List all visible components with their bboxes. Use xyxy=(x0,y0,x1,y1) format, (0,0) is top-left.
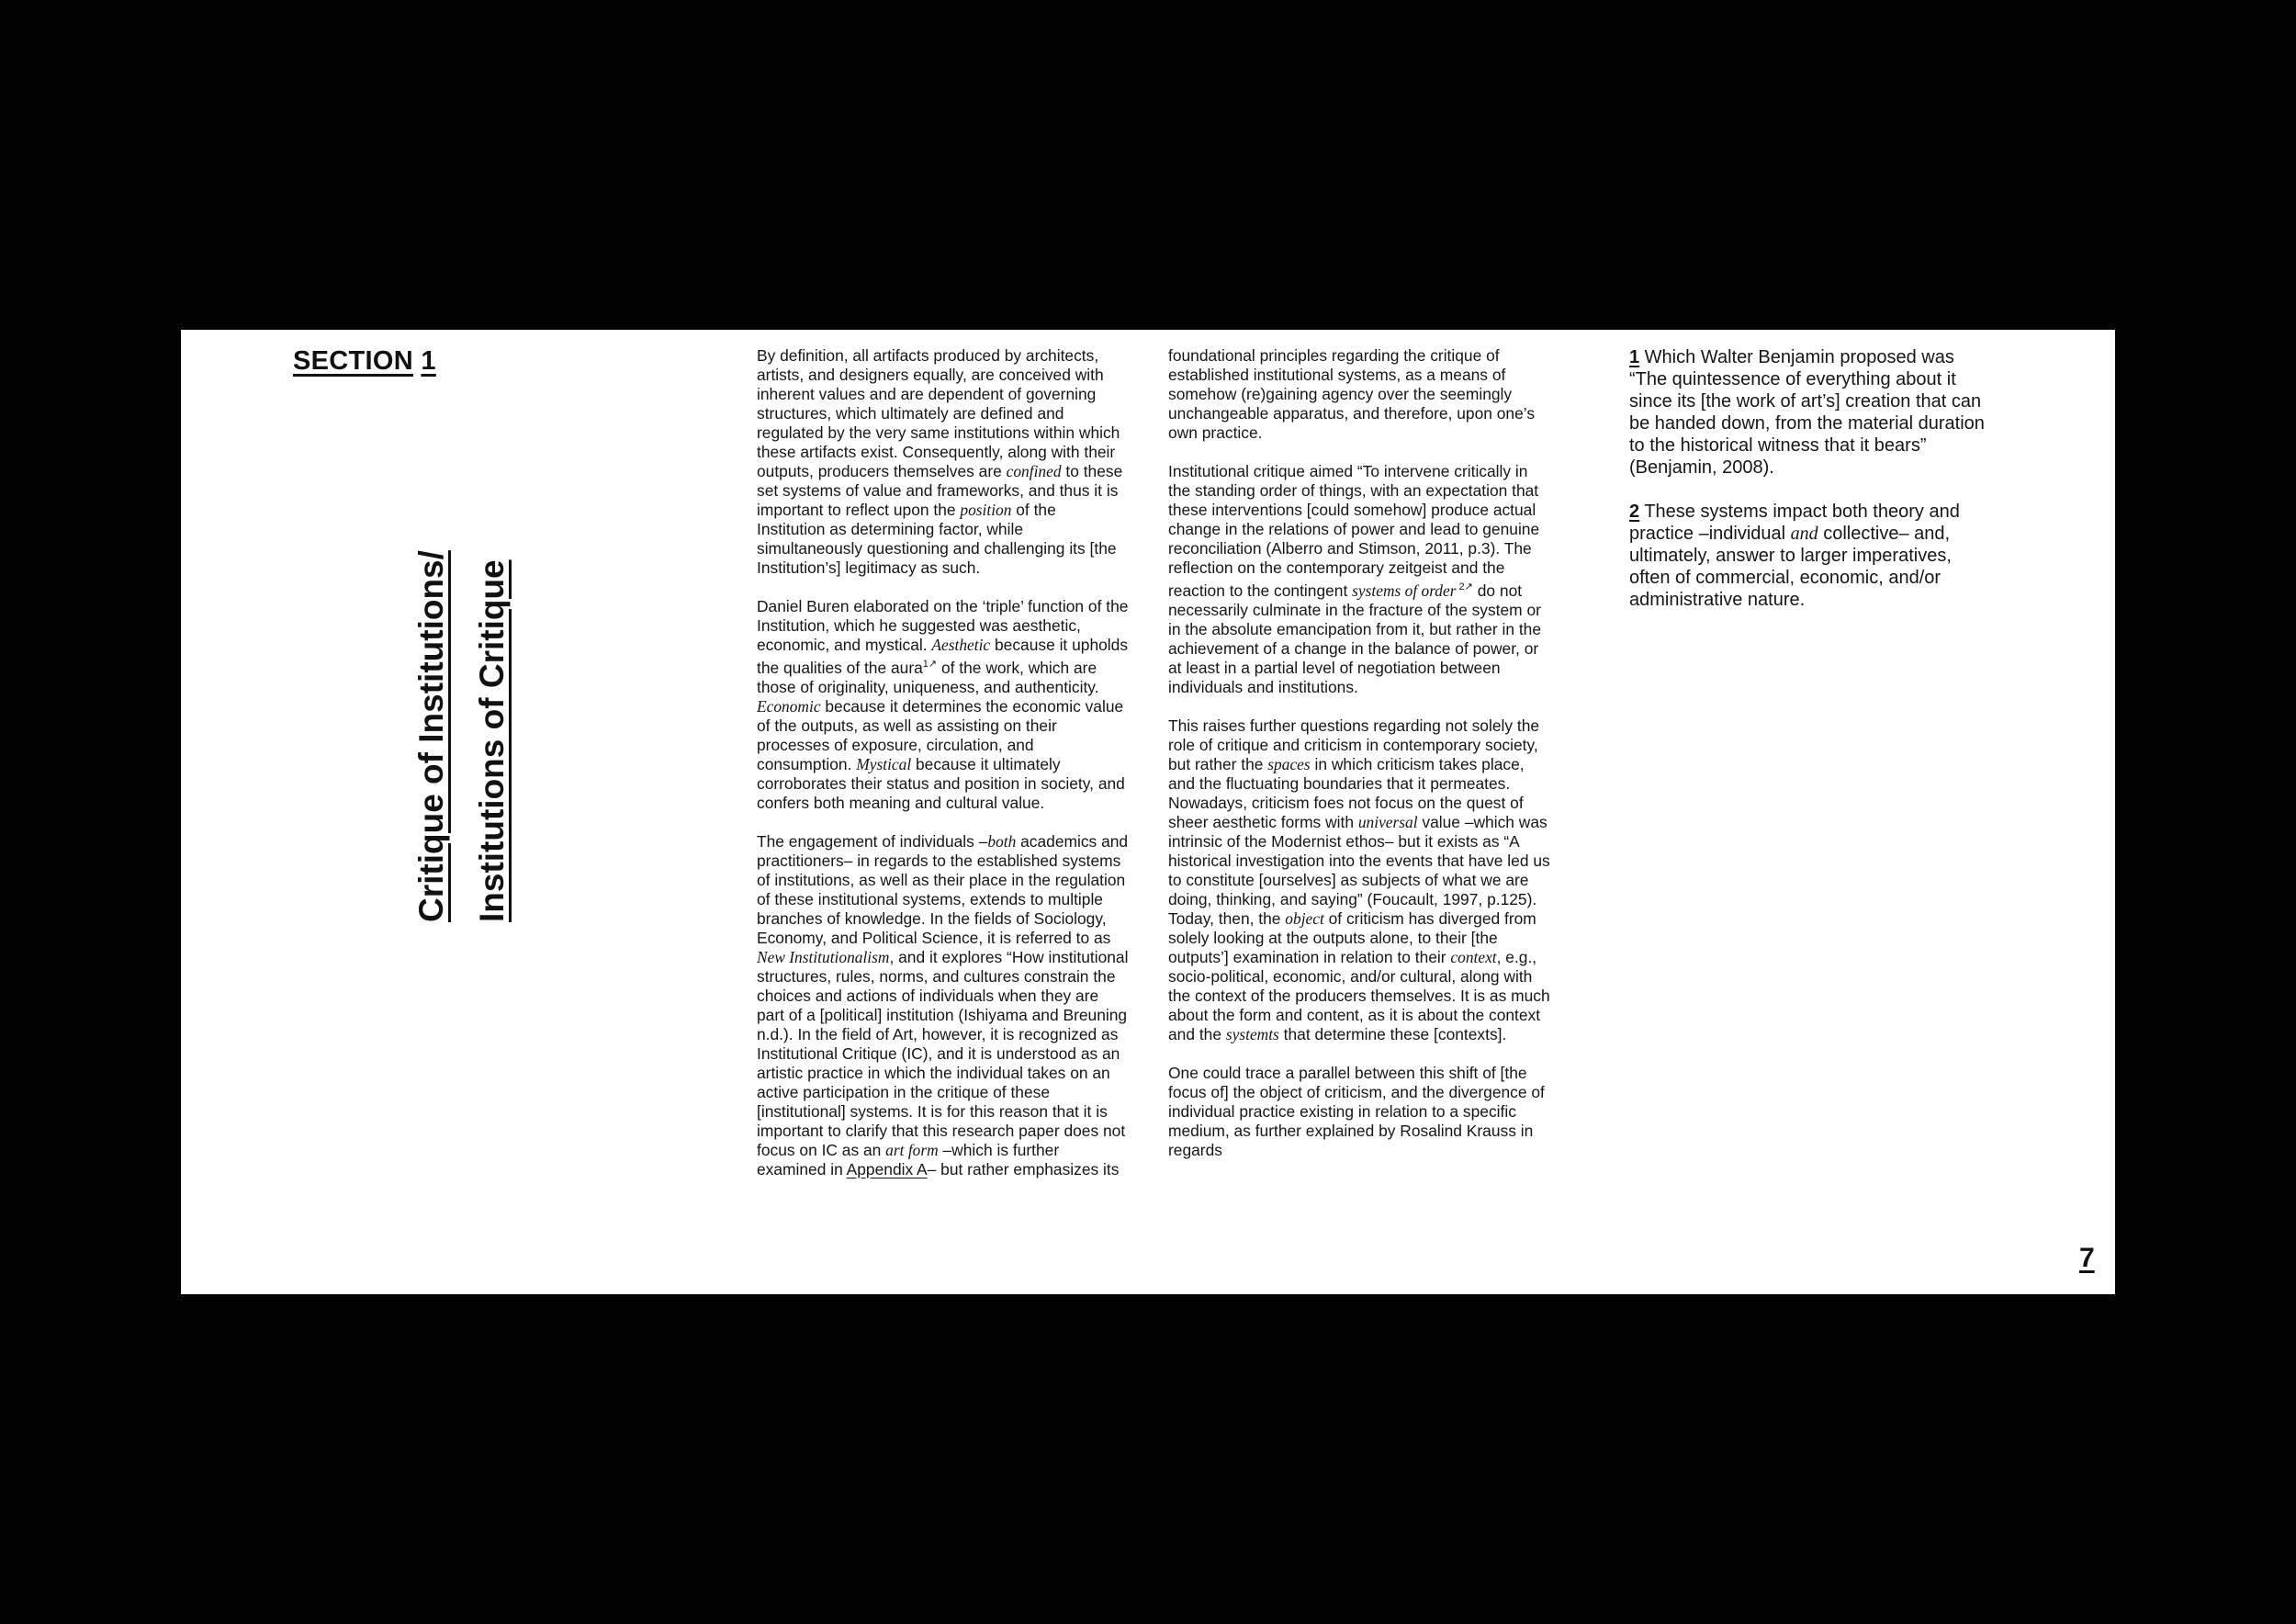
section-word: SECTION xyxy=(293,346,413,376)
section-label xyxy=(293,346,436,377)
footnote-1: 1 Which Walter Benjamin proposed was “The quintessence of everything about it since its [the work of art’s] creation that can be handed down, from the material duration to the historical witness that it bears” (Benjamin, 2008). xyxy=(1629,347,1985,478)
page-number: 7 xyxy=(2079,1243,2095,1273)
footnote-2: 2 These systems impact both theory and practice –individual and collective– and, ultimately, answer to larger imperatives, often of commercial, economic, and/or administrative nature. xyxy=(1629,502,1960,610)
paragraph: foundational principles regarding the critique of established institutional systems, as a means of somehow (re)gaining agency over the seemingly unchangeable apparatus, and therefore, upon one’s own practice. xyxy=(1168,346,1536,442)
footnotes xyxy=(1629,346,1997,633)
paragraph: One could trace a parallel between this shift of [the focus of] the object of criticism, and the divergence of individual practice existing in relation to a specific medium, as further explained by Rosalind Krauss in regards xyxy=(1168,1063,1545,1159)
paragraph: Daniel Buren elaborated on the ‘triple’ function of the Institution, which he suggested was aesthetic, economic, and mystical. Aesthetic because it upholds the qualities of the aura$^{1↗}$ of the work, which are those of originality, uniqueness, and authenticity. Economic because it determines the economic value of the outputs, as well as assisting on their processes of exposure, circulation, and consumption. Mystical because it ultimately corroborates their status and position in society, and confers both meaning and cultural value. xyxy=(757,597,1129,812)
text-column-2 xyxy=(1168,346,1554,1179)
footnote-ref-2[interactable]: 2↗ xyxy=(1456,581,1473,592)
section-number: 1 xyxy=(421,346,436,376)
text-column-1 xyxy=(757,346,1129,1199)
document-page xyxy=(181,330,2115,1294)
paragraph: This raises further questions regarding not solely the role of critique and criticism in contemporary society, but rather the spaces in which criticism takes place, and the fluctuating boundaries that it permeates. Nowadays, criticism foes not focus on the quest of sheer aesthetic forms with universal value –which was intrinsic of the Modernist ethos– but it exists as “A historical investigation into the events that have led us to constitute [ourselves] as subjects of what we are doing, thinking, and saying” (Foucault, 1997, p.125). Today, then, the object of criticism has diverged from solely looking at the outputs alone, to their [the outputs’] examination in relation to their context, e.g., socio-political, economic, and/or cultural, along with the context of the producers themselves. It is as much about the form and content, as it is about the context and the systemts that determine these [contexts]. xyxy=(1168,716,1550,1043)
footnote-ref-1[interactable]: 1↗ xyxy=(922,659,938,670)
appendix-link[interactable]: Appendix A xyxy=(846,1159,928,1179)
paragraph: Institutional critique aimed “To intervene critically in the standing order of things, with an expectation that these interventions [could somehow] produce actual change in the relations of power and lead to genuine reconciliation (Alberro and Stimson, 2011, p.3). The reflection on the contemporary zeitgeist and the reaction to the contingent systems of order $^{2↗}$ do not necessarily culminate in the fracture of the system or in the absolute emancipation from it, but rather in the achievement of a change in the balance of power, or at least in a partial level of negotiation between individuals and institutions. xyxy=(1168,462,1542,696)
paragraph: The engagement of individuals –both academics and practitioners– in regards to the established systems of institutions, as well as their place in the regulation of these institutional systems, extends to multiple branches of knowledge. In the fields of Sociology, Economy, and Political Science, it is referred to as New Institutionalism, and it explores “How institutional structures, rules, norms, and cultures constrain the choices and actions of individuals when they are part of a [political] institution (Ishiyama and Breuning n.d.). In the field of Art, however, it is recognized as Institutional Critique (IC), and it is understood as an artistic practice in which the individual takes on an active participation in the critique of these [institutional] systems. It is for this reason that it is important to clarify that this research paper does not focus on IC as an art form –which is further examined in Appendix A– but rather emphasizes its xyxy=(757,831,1129,1179)
title-line-2: Institutions of Critique xyxy=(473,559,511,922)
title-line-1: Critique of Institutions/ xyxy=(412,550,450,922)
paragraph: By definition, all artifacts produced by architects, artists, and designers equally, are conceived with inherent values and are dependent of governing structures, which ultimately are defined and regulated by the very same institutions within which these artifacts exist. Consequently, along with their outputs, producers themselves are confined to these set systems of value and frameworks, and thus it is important to reflect upon the position of the Institution as determining factor, while simultaneously questioning and challenging its [the Institution’s] legitimacy as such. xyxy=(757,346,1123,577)
